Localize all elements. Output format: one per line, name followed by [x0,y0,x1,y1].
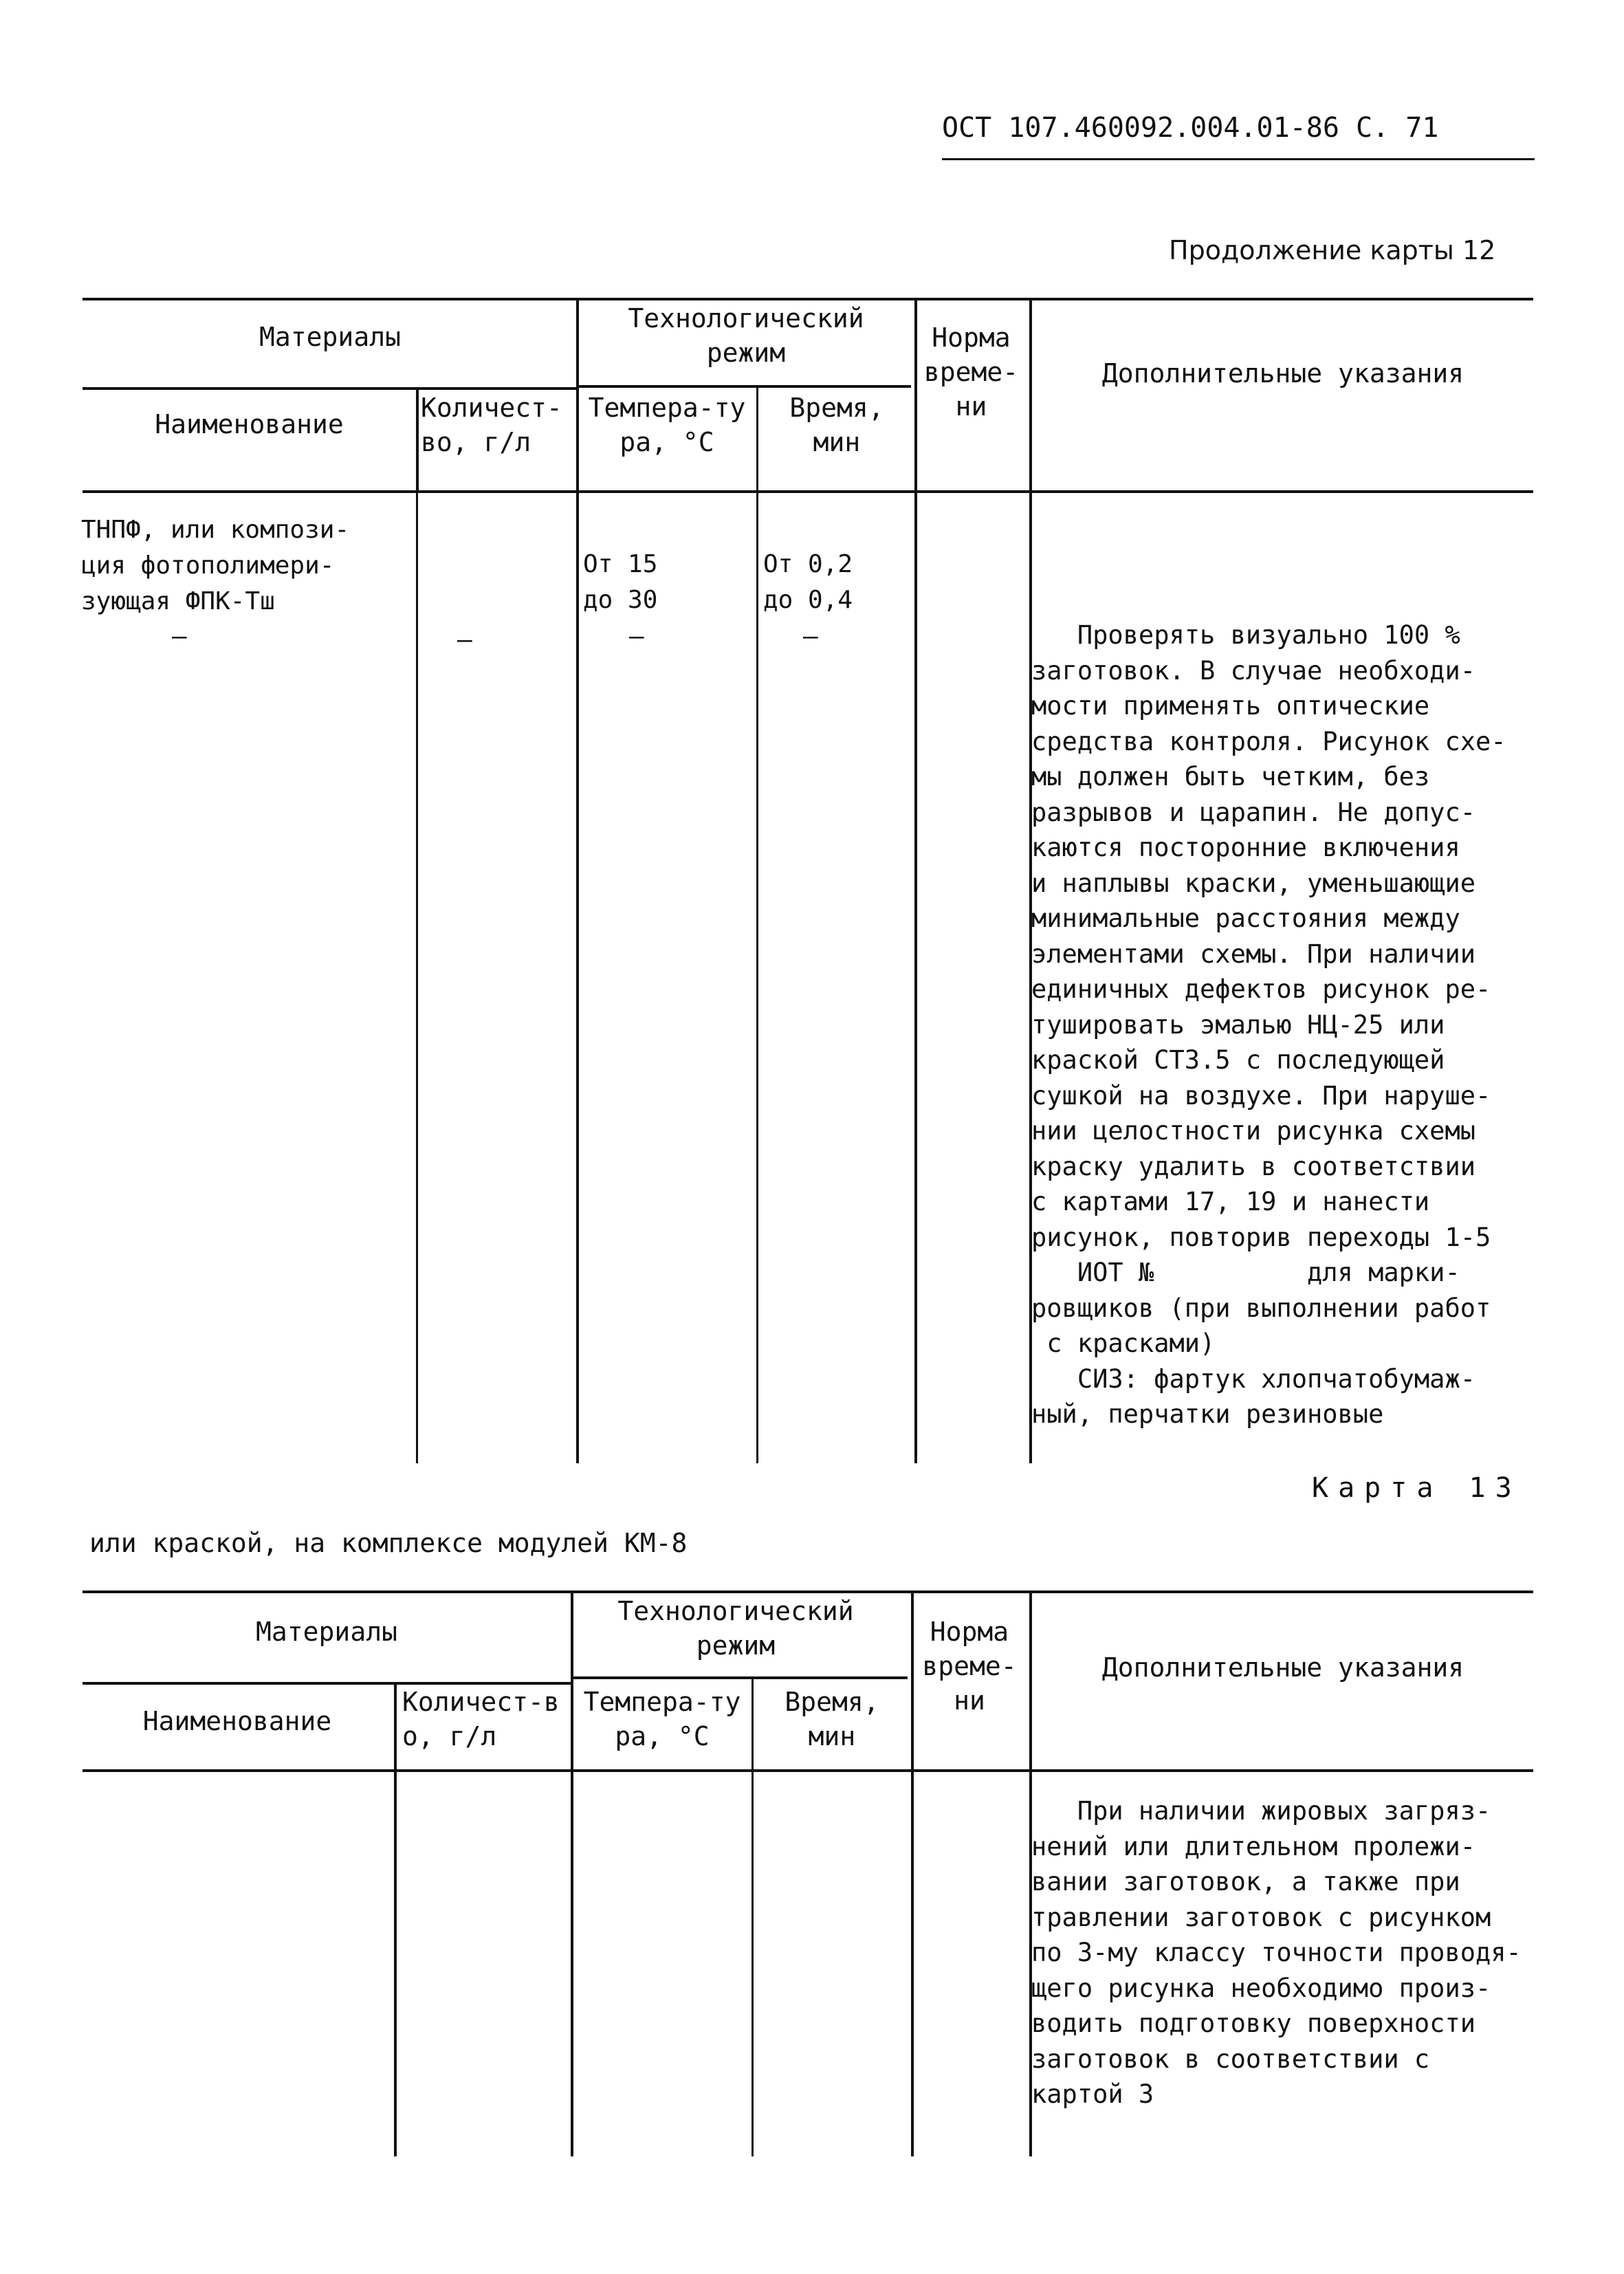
note-line: каются посторонние включения [1031,833,1460,862]
note-line: мости применять оптические [1031,691,1430,721]
note-line: ИОТ № для марки- [1031,1258,1460,1287]
table1-time-dash: – [803,622,818,651]
table1-top-border [83,298,1533,300]
note-line: заготовок. В случае необходи- [1031,655,1476,686]
table2-subheader-line-mid [571,1676,908,1679]
header-underline [942,158,1535,160]
note-line: СИЗ: фартук хлопчатобумаж- [1031,1364,1476,1394]
table1-subheader-line-mid [578,385,911,388]
note-line: средства контроля. Рисунок схе- [1031,726,1506,756]
table1-header-norm-time: Норма време-ни [923,322,1019,422]
table1-temp-dash: – [629,622,644,651]
continuation-label: Продолжение карты 12 [1169,235,1496,265]
note-line: нии целостности рисунка схемы [1031,1116,1476,1146]
note-line: единичных дефектов рисунок ре- [1031,974,1491,1004]
table1-col-sep-1 [416,387,419,490]
note-line: ровщиков (при выполнении работ [1031,1293,1491,1323]
table1-col-sep-2 [576,298,579,1463]
note-line: нений или длительном пролежи- [1031,1831,1476,1861]
table1-name-dash: – [172,622,187,651]
table1-header-bottom [83,490,1533,493]
note-line: мы должен быть четким, без [1031,762,1430,791]
note-line: и наплывы краски, уменьшающие [1031,868,1476,898]
document-number: ОСТ 107.460092.004.01-86 С. 71 [942,112,1439,144]
table2-subheader-temp: Темпера-тура, °С [583,1687,741,1751]
material-name-line: ТНПФ, или компози- [81,516,350,544]
table1-col-sep-4 [914,298,917,1463]
table1-subheader-name: Наименование [155,409,344,439]
table1-time-range [763,547,853,618]
table2-col-sep-4 [911,1590,914,2156]
material-name-line: ция фотополимери- [81,551,335,580]
temp-line: до 30 [583,586,658,614]
note-line: разрывов и царапин. Не допус- [1031,797,1476,827]
note-line: минимальные расстояния между [1031,904,1460,933]
table1-material-name [81,512,349,620]
table2-header-bottom [83,1769,1533,1772]
note-line: Проверять визуально 100 % [1031,620,1460,650]
table1-header-tech-mode: Технологический режим [628,303,864,368]
note-line: с картами 17, 19 и нанести [1031,1187,1430,1216]
table2-col-sep-1 [394,1682,397,2156]
material-name-line: зующая ФПК-Тш [81,587,275,615]
table2-header-materials: Материалы [256,1617,397,1647]
table1-subheader-time: Время, мин [789,393,884,457]
table2-subheader-name: Наименование [142,1706,332,1736]
table2-header-tech-mode: Технологический режим [617,1596,854,1661]
note-line: с красками) [1031,1329,1216,1358]
note-line: заготовок в соответствии с [1031,2044,1430,2074]
table1-subheader-qty: Количест-во, г/л [421,393,562,457]
table2-top-border [83,1590,1533,1593]
table2-header-norm-time: Норма време-ни [922,1617,1017,1716]
table1-subheader-temp: Темпера-тура, °С [588,393,746,457]
table1-additional-notes [1031,617,1506,1432]
table1-temp-range [583,547,657,618]
card-13-title: Карта 13 [1312,1472,1522,1504]
table1-qty-dash: – [457,626,472,654]
note-line: рисунок, повторив переходы 1-5 [1031,1222,1491,1252]
note-line: тушировать эмалью НЦ-25 или [1031,1009,1445,1040]
table2-subheader-qty: Количест-во, г/л [402,1687,560,1751]
note-line: При наличии жировых загряз- [1031,1796,1491,1826]
time-line: От 0,2 [763,550,853,578]
table2-header-extra: Дополнительные указания [1101,1652,1464,1683]
note-line: по 3-му классу точности проводя- [1031,1938,1522,1967]
table1-header-materials: Материалы [259,322,401,352]
note-line: сушкой на воздухе. При наруше- [1031,1080,1491,1111]
note-line: краской СТ3.5 с последующей [1031,1045,1445,1075]
table2-col-sep-3 [751,1676,754,2156]
note-line: травлении заготовок с рисунком [1031,1902,1491,1932]
note-line: щего рисунка необходимо произ- [1031,1973,1491,2003]
table2-additional-notes [1031,1793,1522,2112]
temp-line: От 15 [583,550,658,578]
table1-col-sep-1-body [416,490,418,1463]
table2-col-sep-2 [571,1590,573,2156]
table1-col-sep-3 [756,385,758,1463]
time-line: до 0,4 [763,586,853,614]
note-line: ный, перчатки резиновые [1031,1399,1384,1429]
card-13-subtitle: или краской, на комплексе модулей КМ-8 [89,1528,688,1558]
table2-subheader-time: Время, мин [784,1687,879,1751]
table1-header-extra: Дополнительные указания [1101,358,1464,389]
note-line: элементами схемы. При наличии [1031,939,1476,969]
note-line: вании заготовок, а также при [1031,1867,1460,1896]
table1-subheader-line-left [83,387,578,390]
note-line: картой 3 [1031,2079,1154,2109]
note-line: краску удалить в соответствии [1031,1151,1476,1181]
note-line: водить подготовку поверхности [1031,2009,1476,2038]
